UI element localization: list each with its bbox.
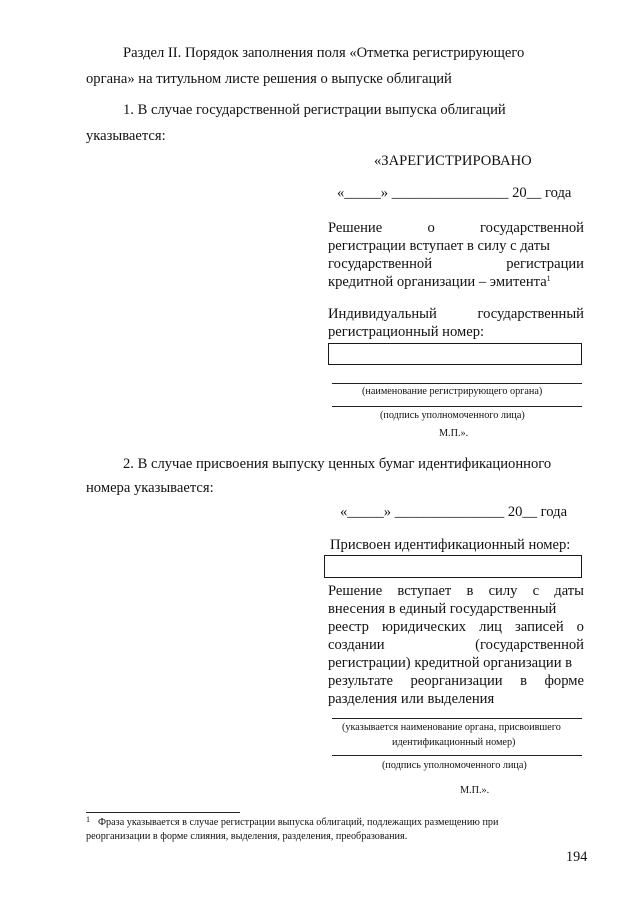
organ-caption-2-line2: идентификационный номер) (392, 737, 516, 748)
footnote-number: 1 (86, 815, 90, 824)
section-heading-line2: органа» на титульном листе решения о выпуске облигаций (86, 71, 452, 87)
page-number: 194 (566, 849, 588, 865)
signature-caption-2: (подпись уполномоченного лица) (382, 760, 527, 771)
seal-1: М.П.». (439, 428, 469, 439)
stamp1-date-line: «_____» ________________ 20__ года (337, 185, 572, 201)
assigned-number-label: Присвоен идентификационный номер: (330, 537, 571, 553)
organ-name-line-2 (332, 718, 582, 719)
organ-name-line (332, 383, 582, 384)
identification-number-box (324, 555, 582, 578)
item1-line1: 1. В случае государственной регистрации выпуска облигаций (123, 102, 506, 118)
stamp2-date-line: «_____» _______________ 20__ года (340, 504, 568, 520)
stamp2-decision-line2: внесения в единый государственный (328, 601, 557, 617)
signature-line-1 (332, 406, 582, 407)
registration-number-box (328, 343, 582, 365)
stamp2-decision-line5: регистрации) кредитной организации в (328, 655, 573, 671)
footnote-line1: Фраза указывается в случае регистрации выпуска облигаций, подлежащих размещению при (98, 817, 499, 828)
registered-title: «ЗАРЕГИСТРИРОВАНО (374, 153, 532, 169)
organ-caption-2-line1: (указывается наименование органа, присвоившего (342, 722, 561, 733)
footnote-separator (86, 812, 240, 813)
signature-caption-1: (подпись уполномоченного лица) (380, 410, 525, 421)
stamp2-decision-line1: Решение вступает в силу с даты (328, 583, 584, 599)
stamp1-decision-line4: кредитной организации – эмитента$^1$ (328, 274, 551, 290)
item2-line2: номера указывается: (86, 480, 214, 496)
stamp1-decision-line1: Решение о государственной (328, 220, 584, 236)
stamp1-decision-line3: государственной регистрации (328, 256, 584, 272)
item1-line2: указывается: (86, 128, 166, 144)
seal-2: М.П.». (460, 785, 490, 796)
stamp2-decision-line6: результате реорганизации в форме (328, 673, 584, 689)
footnote-line2: реорганизации в форме слияния, выделения, разделения, преобразования. (86, 831, 408, 842)
organ-name-caption: (наименование регистрирующего органа) (362, 386, 543, 397)
footnote-ref: 1 (546, 274, 551, 283)
stamp2-decision-line3: реестр юридических лиц записей о (328, 619, 584, 635)
item2-line1: 2. В случае присвоения выпуску ценных бумаг идентификационного (123, 456, 552, 472)
stamp1-number-label-line1: Индивидуальный государственный (328, 306, 584, 322)
stamp2-decision-line7: разделения или выделения (328, 691, 495, 707)
stamp2-decision-line4: создании (государственной (328, 637, 584, 653)
stamp1-decision-line2: регистрации вступает в силу с даты (328, 238, 550, 254)
stamp1-number-label-line2: регистрационный номер: (328, 324, 485, 340)
signature-line-2 (332, 755, 582, 756)
section-heading-line1: Раздел II. Порядок заполнения поля «Отметка регистрирующего (123, 45, 525, 61)
